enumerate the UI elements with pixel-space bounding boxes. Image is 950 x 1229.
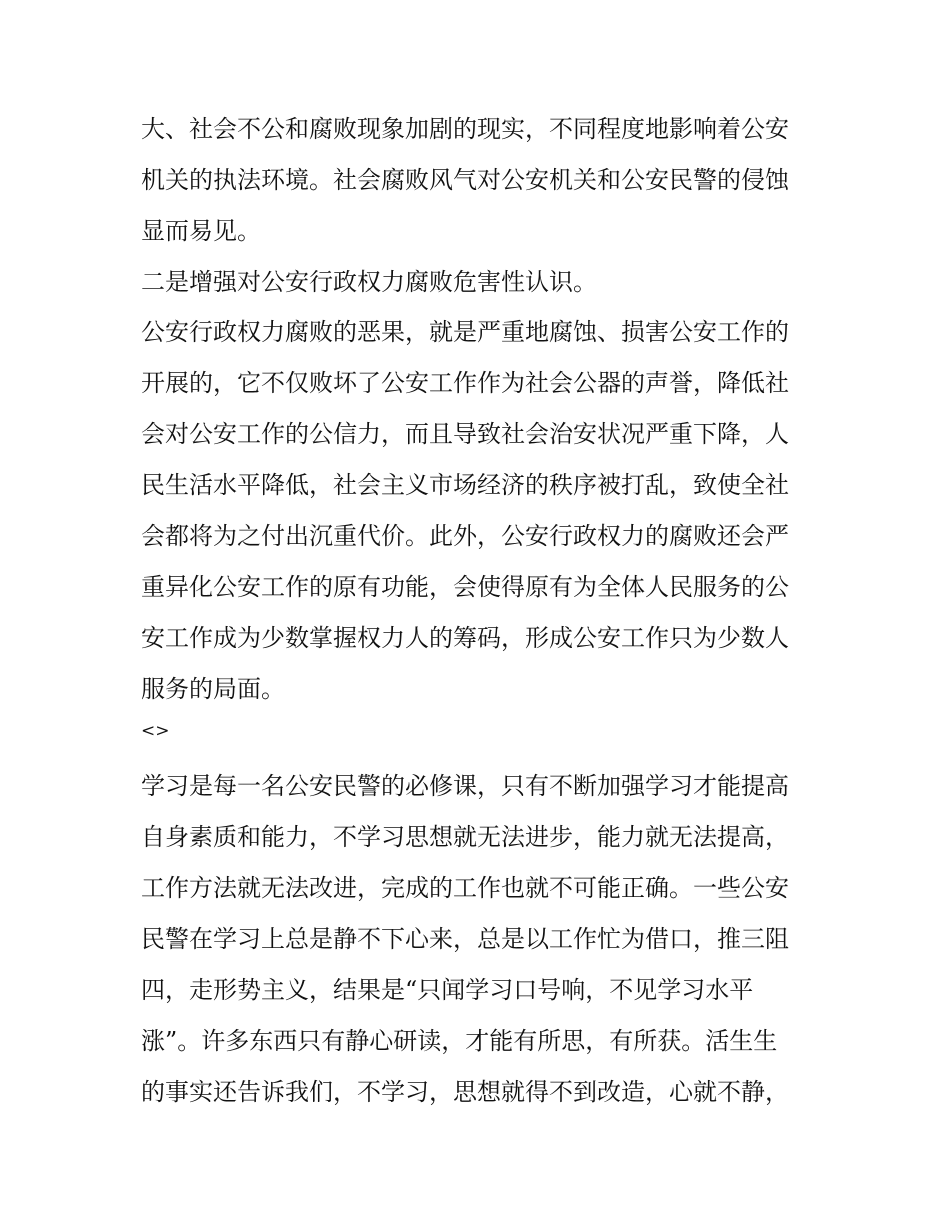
paragraph-heading-two: 二是增强对公安行政权力腐败危害性认识。 [141,268,597,296]
paragraph-social-corruption: 大、社会不公和腐败现象加剧的现实，不同程度地影响着公安 机关的执法环境。社会腐败风气对公安机关和公安民警的侵蚀 显而易见。 [141,115,789,245]
paragraph-study: 学习是每一名公安民警的必修课，只有不断加强学习才能提高 自身素质和能力，不学习思想就无法进步，能力就无法提高， 工作方法就无法改进，完成的工作也就不可能正确。一些公安 民警在学习上总是静不下心来，总是以工作忙为借口，推三阻 四，走形势主义，结果是“只闻学习口号响，不见学习水平 涨”。许多东西只有静心研读，才能有所思，有所获。活生生 的事实还告诉我们，不学习，思想就得不到改造，心就不静， [141,772,789,1106]
paragraph-corruption-harm: 公安行政权力腐败的恶果，就是严重地腐蚀、损害公安工作的 开展的，它不仅败坏了公安工作作为社会公器的声誉，降低社 会对公安工作的公信力，而且导致社会治安状况严重下降，人 民生活水平降低，社会主义市场经济的秩序被打乱，致使全社 会都将为之付出沉重代价。此外，公安行政权力的腐败还会严 重异化公安工作的原有功能，会使得原有为全体人民服务的公 安工作成为少数掌握权力人的筹码，形成公安工作只为少数人 服务的局面。 [141,318,789,703]
section-marker: <> [141,721,170,741]
